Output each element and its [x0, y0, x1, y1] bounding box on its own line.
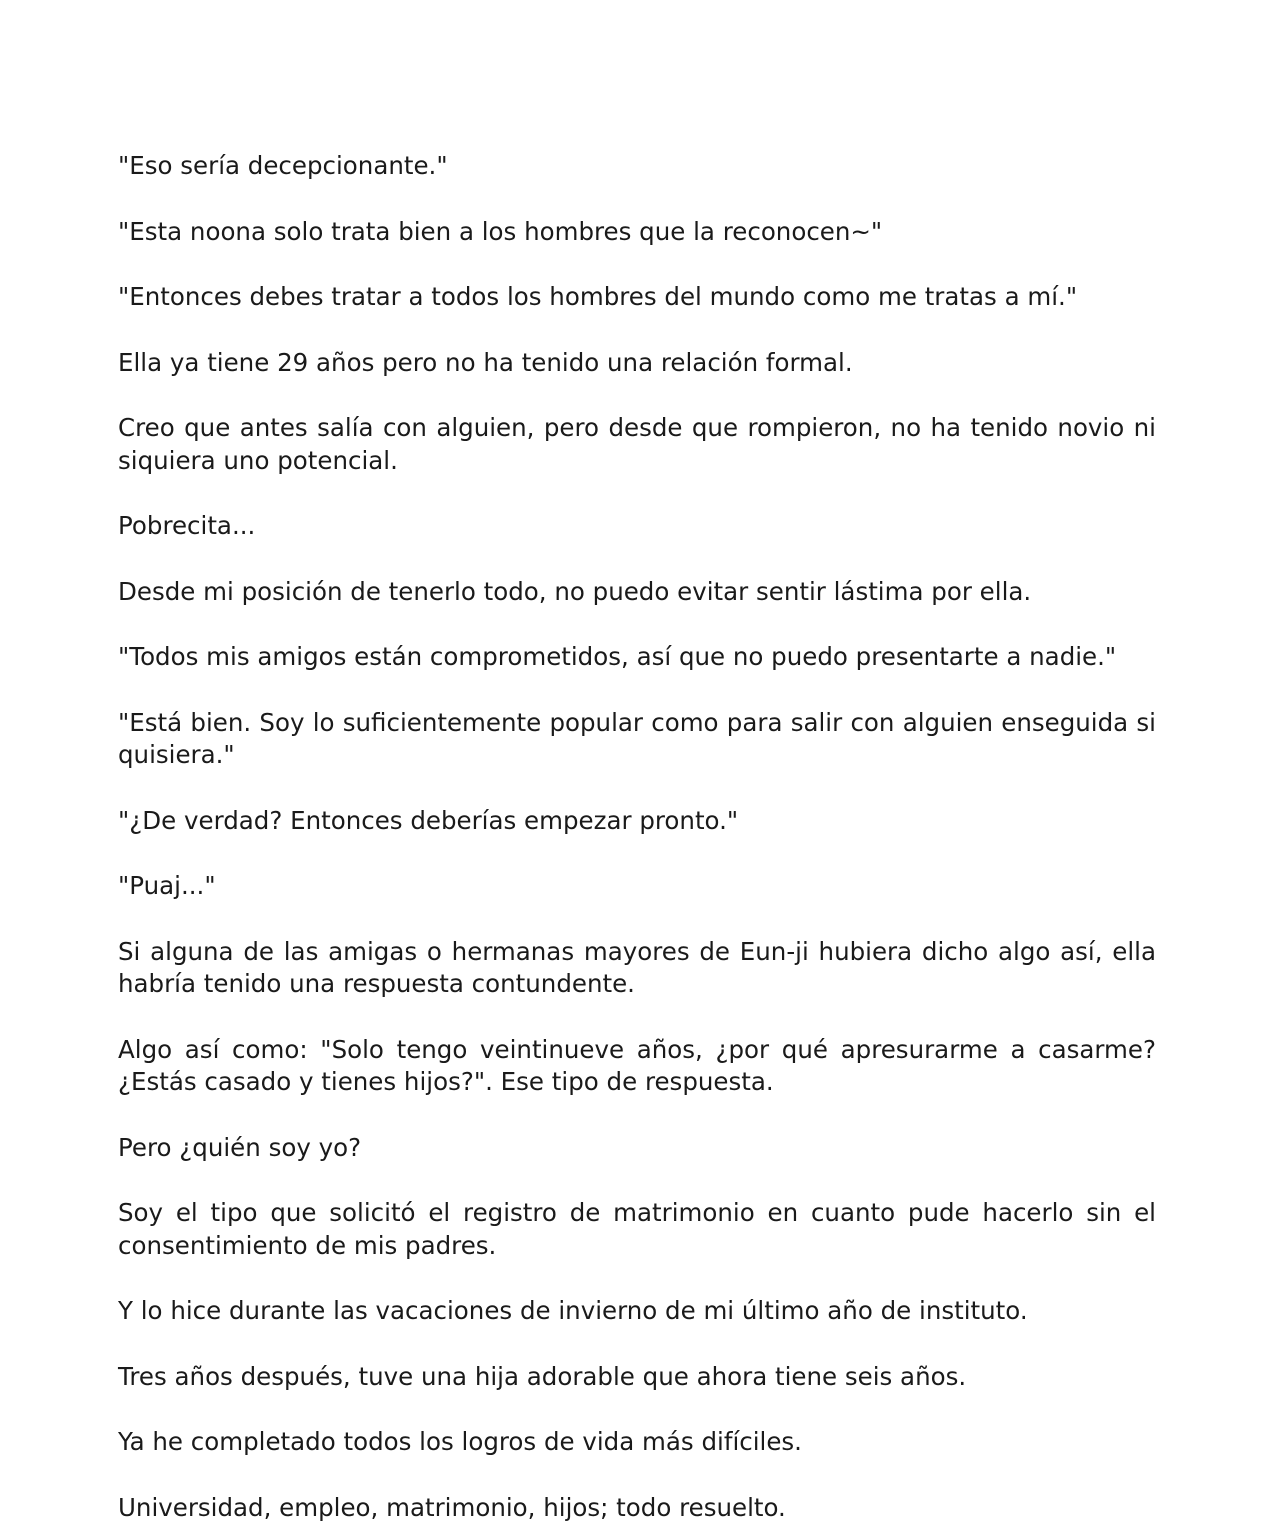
paragraph: Pobrecita...: [118, 510, 1156, 543]
paragraph: "Entonces debes tratar a todos los hombres del mundo como me tratas a mí.": [118, 281, 1156, 314]
paragraph: "Esta noona solo trata bien a los hombres que la reconocen~": [118, 216, 1156, 249]
paragraph: "Eso sería decepcionante.": [118, 150, 1156, 183]
paragraph: Pero ¿quién soy yo?: [118, 1132, 1156, 1165]
paragraph: "Todos mis amigos están comprometidos, así que no puedo presentarte a nadie.": [118, 641, 1156, 674]
paragraph: Ella ya tiene 29 años pero no ha tenido una relación formal.: [118, 347, 1156, 380]
paragraph: Si alguna de las amigas o hermanas mayores de Eun-ji hubiera dicho algo así, ella habría tenido una respuesta contundente.: [118, 936, 1156, 1001]
paragraph: Universidad, empleo, matrimonio, hijos; todo resuelto.: [118, 1492, 1156, 1524]
paragraph: Soy el tipo que solicitó el registro de matrimonio en cuanto pude hacerlo sin el consentimiento de mis padres.: [118, 1197, 1156, 1262]
document-page: [118, 150, 1156, 1524]
paragraph: Y lo hice durante las vacaciones de invierno de mi último año de instituto.: [118, 1295, 1156, 1328]
paragraph: "Puaj...": [118, 870, 1156, 903]
paragraph: "¿De verdad? Entonces deberías empezar pronto.": [118, 805, 1156, 838]
paragraph: Creo que antes salía con alguien, pero desde que rompieron, no ha tenido novio ni siquiera uno potencial.: [118, 412, 1156, 477]
paragraph: "Está bien. Soy lo suficientemente popular como para salir con alguien enseguida si quisiera.": [118, 707, 1156, 772]
paragraph: Ya he completado todos los logros de vida más difíciles.: [118, 1426, 1156, 1459]
paragraph: Tres años después, tuve una hija adorable que ahora tiene seis años.: [118, 1361, 1156, 1394]
paragraph: Algo así como: "Solo tengo veintinueve años, ¿por qué apresurarme a casarme? ¿Estás casado y tienes hijos?". Ese tipo de respuesta.: [118, 1034, 1156, 1099]
paragraph: Desde mi posición de tenerlo todo, no puedo evitar sentir lástima por ella.: [118, 576, 1156, 609]
